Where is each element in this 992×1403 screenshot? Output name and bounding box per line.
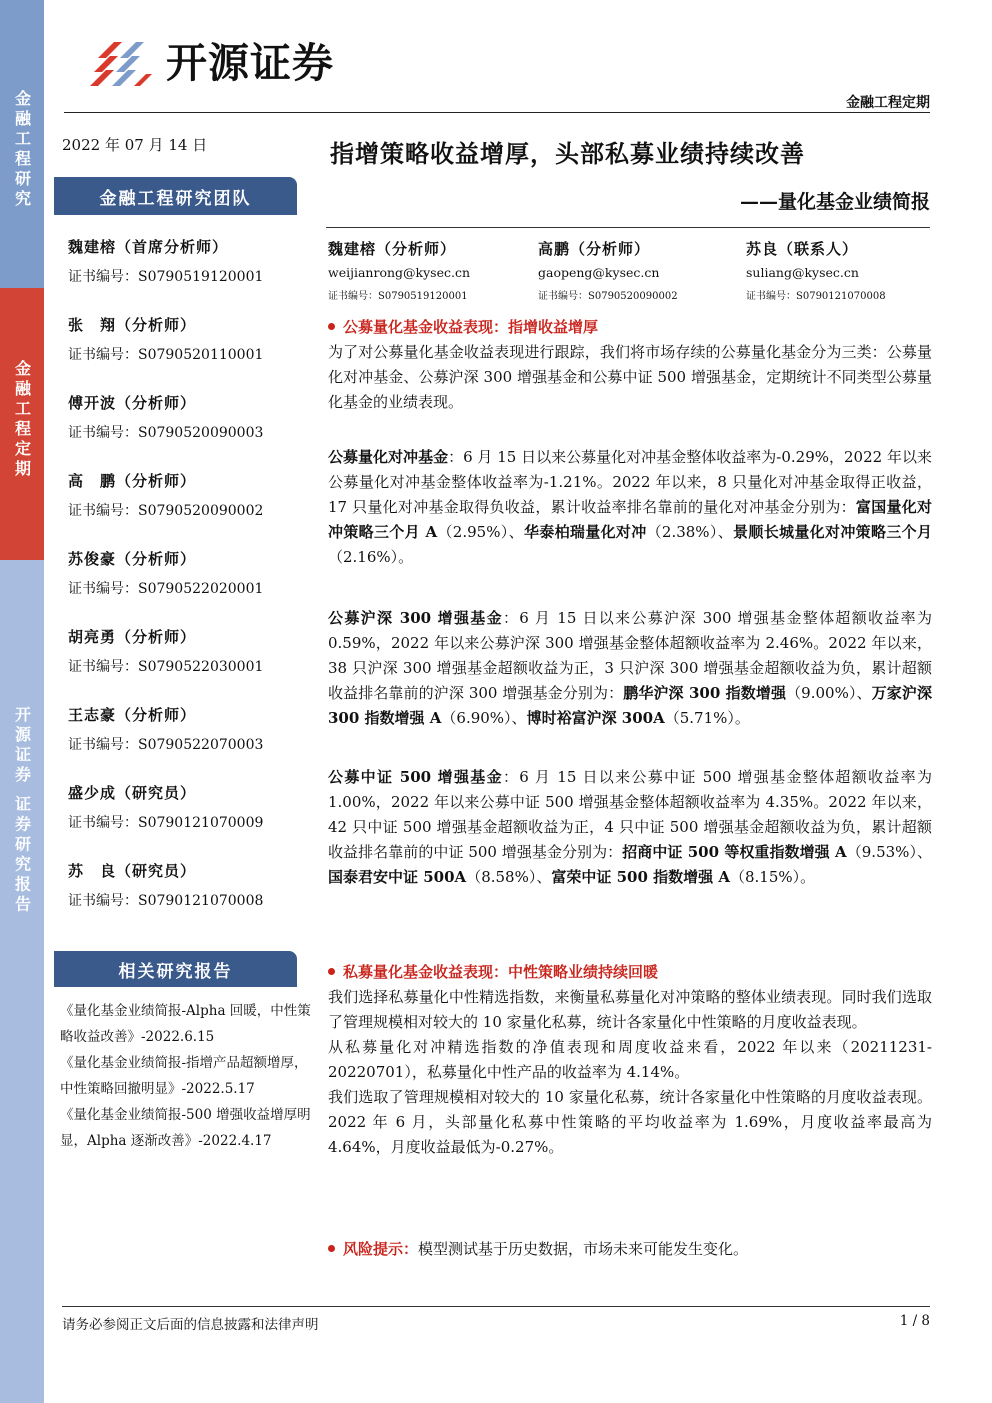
public-fund-section <box>328 315 932 415</box>
author-email[interactable]: suliang@kysec.cn <box>746 265 859 280</box>
related-report-list <box>60 998 312 1154</box>
analyst-cert: 证书编号：S0790520110001 <box>68 347 264 363</box>
private-paragraph: 我们选择私募量化中性精选指数，来衡量私募量化对冲策略的整体业绩表现。同时我们选取了管理规模相对较大的 10 家量化私募，统计各家量化中性策略的月度收益表现。 <box>328 988 932 1031</box>
author-entry <box>746 238 886 302</box>
logo-mark-icon <box>88 32 154 88</box>
analyst-cert: 证书编号：S0790121070009 <box>68 815 264 831</box>
analyst-name: 魏建榕（首席分析师） <box>68 238 229 256</box>
report-category: 金融工程定期 <box>846 95 930 111</box>
side-label-periodic: 金融工程定期 <box>0 288 44 560</box>
analyst-cert: 证书编号：S0790522070003 <box>68 737 264 753</box>
analyst-cert: 证书编号：S0790520090003 <box>68 425 264 441</box>
analyst-name: 胡亮勇（分析师） <box>68 628 197 646</box>
analyst-cert: 证书编号：S0790522030001 <box>68 659 264 675</box>
fund-name: 景顺长城量化对冲策略三个月 <box>733 523 932 541</box>
analyst-entry <box>68 782 263 832</box>
author-name: 高鹏（分析师） <box>538 240 651 258</box>
fund-name: 万家沪深 300 指数增强 A <box>328 684 932 727</box>
risk-note <box>328 1237 932 1262</box>
section-heading: 私募量化基金收益表现：中性策略业绩持续回暖 <box>328 960 932 985</box>
hs300-label: 公募沪深 300 增强基金 <box>328 609 503 627</box>
author-name: 苏良（联系人） <box>746 240 859 258</box>
risk-label: 风险提示： <box>343 1240 419 1258</box>
analyst-entry <box>68 392 263 442</box>
report-subtitle: ——量化基金业绩简报 <box>739 191 930 213</box>
company-logo <box>88 30 334 89</box>
private-paragraph: 从私募量化对冲精选指数的净值表现和周度收益来看，2022 年以来（20211231-20220701），私募量化中性产品的收益率为 4.14%。 <box>328 1038 932 1081</box>
private-paragraph: 我们选取了管理规模相对较大的 10 家量化私募，统计各家量化中性策略的月度收益表现。2022 年 6 月，头部量化私募中性策略的平均收益率为 1.69%，月度收益率最高为 4.64%，月度收益最低为-0.27%。 <box>328 1088 932 1156</box>
report-date: 2022 年 07 月 14 日 <box>62 136 208 154</box>
bullet-icon <box>328 968 335 975</box>
author-cert: 证书编号：S0790520090002 <box>538 291 678 302</box>
fund-name: 华泰柏瑞量化对冲 <box>523 523 647 541</box>
hedge-label: 公募量化对冲基金 <box>328 448 449 466</box>
analyst-entry <box>68 236 263 286</box>
analyst-name: 张 翔（分析师） <box>68 316 197 334</box>
fund-name: 富荣中证 500 指数增强 A <box>551 868 730 886</box>
analyst-name: 王志豪（分析师） <box>68 706 197 724</box>
related-report-link[interactable]: 《量化基金业绩简报-Alpha 回暖，中性策略收益改善》-2022.6.15 <box>60 1003 311 1045</box>
hs300-paragraph: 公募沪深 300 增强基金：6 月 15 日以来公募沪深 300 增强基金整体超额收益率为 0.59%，2022 年以来公募沪深 300 增强基金整体超额收益率为 2.46%。2022 年以来，38 只沪深 300 增强基金超额收益为正，3 只沪深 300 增强基金超额收益为负，累计超额收益排名靠前的沪深 300 增强基金分别为：鹏华沪深 300 指数增强（9.00%）、万家沪深 300 指数增强 A（6.90%）、博时裕富沪深 300A（5.71%）。 <box>328 609 932 727</box>
hedge-fund-paragraph: 公募量化对冲基金：6 月 15 日以来公募量化对冲基金整体收益率为-0.29%，2022 年以来公募量化对冲基金整体收益率为-1.21%。2022 年以来，8 只量化对冲基金取得正收益，17 只量化对冲基金取得负收益，累计收益率排名靠前的量化对冲基金分别为：富国量化对冲策略三个月 A（2.95%）、华泰柏瑞量化对冲（2.38%）、景顺长城量化对冲策略三个月（2.16%）。 <box>328 448 932 566</box>
analyst-cert: 证书编号：S0790520090002 <box>68 503 264 519</box>
analyst-name: 盛少成（研究员） <box>68 784 197 802</box>
analyst-cert: 证书编号：S0790121070008 <box>68 893 264 909</box>
bullet-icon <box>328 1245 335 1252</box>
author-cert: 证书编号：S0790121070008 <box>746 291 886 302</box>
related-report-link[interactable]: 《量化基金业绩简报-指增产品超额增厚，中性策略回撤明显》-2022.5.17 <box>60 1055 308 1097</box>
analyst-name: 傅开波（分析师） <box>68 394 197 412</box>
fund-name: 招商中证 500 等权重指数增强 A <box>622 843 847 861</box>
author-email[interactable]: weijianrong@kysec.cn <box>328 265 470 280</box>
intro-paragraph: 为了对公募量化基金收益表现进行跟踪，我们将市场存续的公募量化基金分为三类：公募量化对冲基金、公募沪深 300 增强基金和公募中证 500 增强基金，定期统计不同类型公募量化基金的业绩表现。 <box>328 343 932 411</box>
side-strip <box>0 0 44 1403</box>
analyst-entry <box>68 548 263 598</box>
page-number: 1 / 8 <box>899 1313 930 1329</box>
fund-name: 国泰君安中证 500A <box>328 868 467 886</box>
analyst-entry <box>68 470 263 520</box>
section-heading: 公募量化基金收益表现：指增收益增厚 <box>328 315 932 340</box>
author-cert: 证书编号：S0790519120001 <box>328 291 468 302</box>
author-name: 魏建榕（分析师） <box>328 240 457 258</box>
analyst-entry <box>68 314 263 364</box>
analyst-name: 高 鹏（分析师） <box>68 472 197 490</box>
author-email[interactable]: gaopeng@kysec.cn <box>538 265 660 280</box>
related-banner: 相关研究报告 <box>54 951 297 987</box>
team-banner: 金融工程研究团队 <box>54 177 297 215</box>
risk-text: 模型测试基于历史数据，市场未来可能发生变化。 <box>418 1240 749 1258</box>
private-fund-section <box>328 960 932 1160</box>
related-report-link[interactable]: 《量化基金业绩简报-500 增强收益增厚明显，Alpha 逐渐改善》-2022.4.17 <box>60 1107 311 1149</box>
title-divider <box>326 227 930 228</box>
zz500-label: 公募中证 500 增强基金 <box>328 768 503 786</box>
side-label-research: 金融工程研究 <box>0 0 44 288</box>
fund-name: 博时裕富沪深 300A <box>526 709 665 727</box>
analyst-entry <box>68 860 263 910</box>
analyst-cert: 证书编号：S0790522020001 <box>68 581 264 597</box>
logo-text: 开源证券 <box>166 39 334 87</box>
footer-disclaimer: 请务必参阅正文后面的信息披露和法律声明 <box>62 1317 319 1333</box>
zz500-paragraph: 公募中证 500 增强基金：6 月 15 日以来公募中证 500 增强基金整体超额收益率为 1.00%，2022 年以来公募中证 500 增强基金整体超额收益率为 4.35%。2022 年以来，42 只中证 500 增强基金超额收益为正，4 只中证 500 增强基金超额收益为负，累计超额收益排名靠前的中证 500 增强基金分别为：招商中证 500 等权重指数增强 A（9.53%）、国泰君安中证 500A（8.58%）、富荣中证 500 指数增强 A（8.15%）。 <box>328 768 933 886</box>
fund-name: 富国量化对冲策略三个月 A <box>328 498 932 541</box>
analyst-cert: 证书编号：S0790519120001 <box>68 269 264 285</box>
header-divider <box>64 112 930 113</box>
analyst-name: 苏 良（研究员） <box>68 862 197 880</box>
footer-divider <box>62 1306 930 1307</box>
analyst-name: 苏俊豪（分析师） <box>68 550 197 568</box>
analyst-entry <box>68 626 263 676</box>
fund-name: 鹏华沪深 300 指数增强 <box>623 684 787 702</box>
side-label-report: 开源证券 证券研究报告 <box>0 560 44 1403</box>
bullet-icon <box>328 323 335 330</box>
report-title: 指增策略收益增厚，头部私募业绩持续改善 <box>330 139 805 168</box>
author-entry <box>538 238 678 302</box>
analyst-entry <box>68 704 263 754</box>
author-entry <box>328 238 470 302</box>
